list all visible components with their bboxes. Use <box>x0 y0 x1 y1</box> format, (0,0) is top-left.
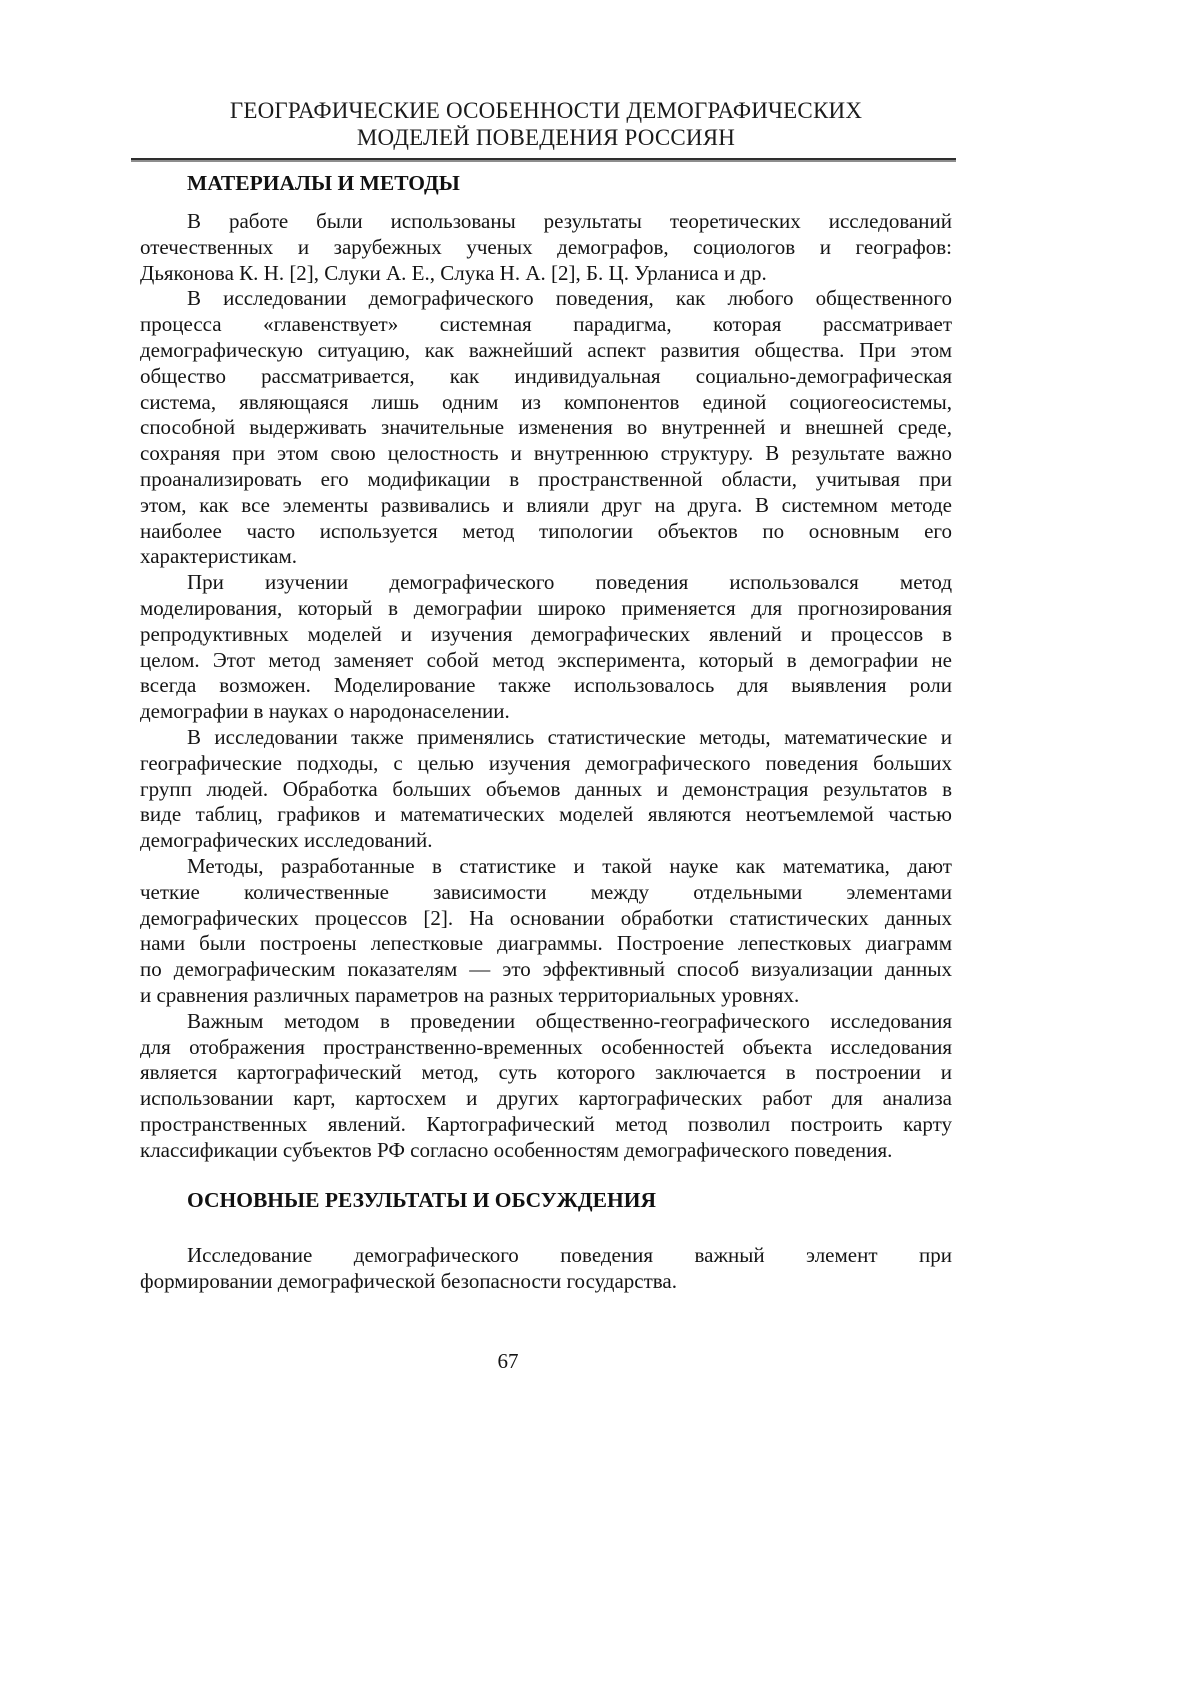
section-heading-materials-methods: МАТЕРИАЛЫ И МЕТОДЫ <box>187 171 460 195</box>
text-line: пространственных явлений. Картографический метод позволил построить карту <box>140 1111 952 1136</box>
text-line: для отображения пространственно-временных особенностей объекта исследования <box>140 1034 952 1059</box>
paragraph <box>140 209 952 286</box>
text-line: и сравнения различных параметров на разных территориальных уровнях. <box>140 982 800 1007</box>
text-line: наиболее часто используется метод типологии объектов по основным его <box>140 518 952 543</box>
text-line: использовании карт, картосхем и других картографических работ для анализа <box>140 1086 952 1111</box>
text-line: демографическую ситуацию, как важнейший аспект развития общества. При этом <box>140 337 952 362</box>
section-heading-main-results: ОСНОВНЫЕ РЕЗУЛЬТАТЫ И ОБСУЖДЕНИЯ <box>187 1188 656 1213</box>
paragraph <box>140 1243 952 1295</box>
text-line: является картографический метод, суть которого заключается в построении и <box>140 1060 952 1085</box>
text-line: В работе были использованы результаты теоретических исследований <box>187 209 952 233</box>
text-line: этом, как все элементы развивались и влияли друг на друга. В системном методе <box>140 492 952 517</box>
paragraph <box>140 854 952 1009</box>
text-line: репродуктивных моделей и изучения демографических явлений и процессов в <box>140 621 952 646</box>
text-line: виде таблиц, графиков и математических моделей являются неотъемлемой частью <box>140 802 952 827</box>
text-line: Дьяконова К. Н. [2], Слуки А. Е., Слука Н. А. [2], Б. Ц. Урланиса и др. <box>140 260 767 285</box>
text-line: Методы, разработанные в статистике и такой науке как математика, дают <box>187 853 952 878</box>
section-body-main-results <box>140 1243 952 1295</box>
text-line: При изучении демографического поведения использовался метод <box>187 570 952 595</box>
text-line: моделирования, который в демографии широко применяется для прогнозирования <box>140 595 952 620</box>
text-line: В исследовании также применялись статистические методы, математические и <box>187 724 952 749</box>
text-line: классификации субъектов РФ согласно особенностям демографического поведения. <box>140 1137 893 1162</box>
paragraph <box>140 1009 952 1164</box>
article-title-line-1: ГЕОГРАФИЧЕСКИЕ ОСОБЕННОСТИ ДЕМОГРАФИЧЕСКИХ <box>229 98 863 123</box>
page-number: 67 <box>497 1349 519 1374</box>
text-line: географические подходы, с целью изучения демографического поведения больших <box>140 750 952 775</box>
article-title-line-2: МОДЕЛЕЙ ПОВЕДЕНИЯ РОССИЯН <box>356 125 736 150</box>
page-content <box>140 97 952 1374</box>
text-line: характеристикам. <box>140 544 298 569</box>
paragraph <box>140 286 952 570</box>
text-line: групп людей. Обработка больших объемов данных и демонстрация результатов в <box>140 776 952 801</box>
text-line: всегда возможен. Моделирование также использовалось для выявления роли <box>140 673 952 698</box>
text-line: проанализировать его модификации в пространственной области, учитывая при <box>140 466 952 491</box>
text-line: система, являющаяся лишь одним из компонентов единой социогеосистемы, <box>140 389 952 414</box>
text-line: сохраняя при этом свою целостность и внутреннюю структуру. В результате важно <box>140 441 952 466</box>
text-line: демографии в науках о народонаселении. <box>140 699 510 724</box>
article-title <box>140 97 952 151</box>
text-line: нами были построены лепестковые диаграммы. Построение лепестковых диаграмм <box>140 931 952 956</box>
text-line: В исследовании демографического поведения, как любого общественного <box>187 286 952 311</box>
text-line: Исследование демографического поведения важный элемент при <box>187 1243 952 1268</box>
text-line: Важным методом в проведении общественно-географического исследования <box>187 1008 952 1033</box>
text-line: процесса «главенствует» системная парадигма, которая рассматривает <box>140 312 952 337</box>
text-line: демографических процессов [2]. На основании обработки статистических данных <box>140 905 952 930</box>
paragraph <box>140 570 952 725</box>
paragraph <box>140 725 952 854</box>
text-line: целом. Этот метод заменяет собой метод эксперимента, который в демографии не <box>140 647 952 672</box>
text-line: четкие количественные зависимости между отдельными элементами <box>140 879 952 904</box>
text-line: общество рассматривается, как индивидуальная социально-демографическая <box>140 363 952 388</box>
text-line: по демографическим показателям — это эффективный способ визуализации данных <box>140 957 952 982</box>
text-line: способной выдерживать значительные изменения во внутренней и внешней среде, <box>140 415 952 440</box>
section-body-materials-methods <box>140 209 952 1163</box>
title-divider-rule <box>131 158 956 162</box>
text-line: отечественных и зарубежных ученых демографов, социологов и географов: <box>140 234 952 259</box>
text-line: демографических исследований. <box>140 828 433 853</box>
text-line: формировании демографической безопасности государства. <box>140 1269 677 1294</box>
